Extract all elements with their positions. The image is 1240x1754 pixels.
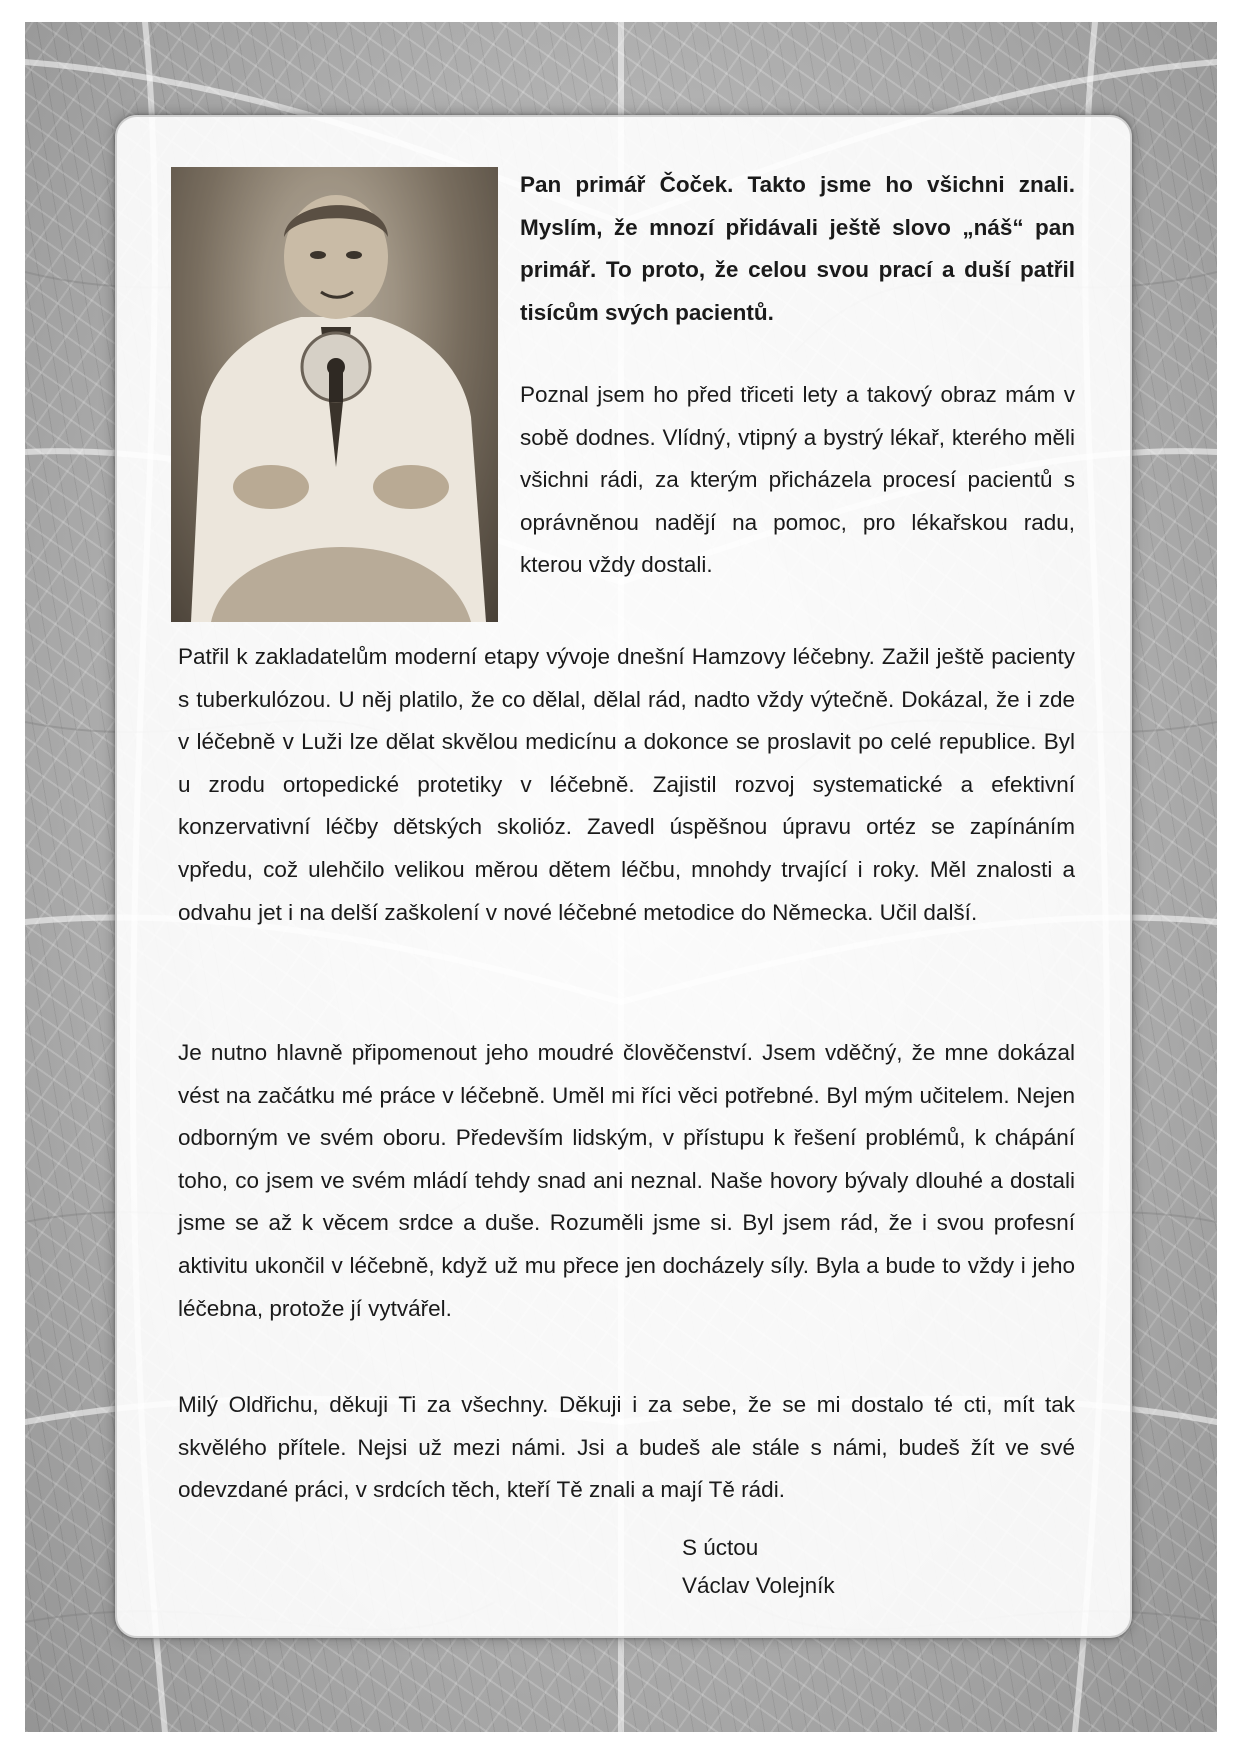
- signature-block: [682, 1529, 835, 1605]
- paragraph-3: Je nutno hlavně připomenout jeho moudré člověčenství. Jsem vděčný, že mne dokázal vést na začátku mé práce v léčebně. Uměl mi říci věci potřebné. Byl mým učitelem. Nejen odborným ve svém oboru. Především lidským, v přístupu k řešení problémů, k chápání toho, co jsem ve svém mládí tehdy snad ani neznal. Naše hovory bývaly dlouhé a dostali jsme se až k věcem srdce a duše. Rozuměli jsme si. Byl jsem rád, že i svou profesní aktivitu ukončil v léčebně, když už mu přece jen docházely síly. Byla a bude to vždy i jeho léčebna, protože jí vytvářel.: [178, 1040, 1075, 1321]
- paragraph-2: Patřil k zakladatelům moderní etapy vývoje dnešní Hamzovy léčebny. Zažil ještě pacienty s tuberkulózou. U něj platilo, že co dělal, dělal rád, nadto vždy výtečně. Dokázal, že i zde v léčebně v Luži lze dělat skvělou medicínu a dokonce se proslavit po celé republice. Byl u zrodu ortopedické protetiky v léčebně. Zajistil rozvoj systematické a efektivní konzervativní léčby dětských skolióz. Zavedl úspěšnou úpravu ortéz se zapínáním vpředu, což ulehčilo velikou měrou dětem léčbu, mnohdy trvající i roky. Měl znalosti a odvahu jet i na delší zaškolení v nové léčebné metodice do Německa. Učil další.: [178, 644, 1075, 925]
- signature-name: Václav Volejník: [682, 1573, 835, 1598]
- paragraph-1: Poznal jsem ho před třiceti lety a takový obraz mám v sobě dodnes. Vlídný, vtipný a bystrý lékař, kterého měli všichni rádi, za kterým přicházela procesí pacientů s oprávněnou nadějí na pomoc, pro lékařskou radu, kterou vždy dostali.: [520, 382, 1075, 578]
- intro-paragraph: Pan primář Čoček. Takto jsme ho všichni znali. Myslím, že mnozí přidávali ještě slovo „náš“ pan primář. To proto, že celou svou prací a duší patřil tisícům svých pacientů.: [520, 172, 1075, 325]
- signature-greeting: S úctou: [682, 1535, 759, 1560]
- doctor-portrait-photo: [171, 167, 498, 622]
- paragraph-4: Milý Oldřichu, děkuji Ti za všechny. Děkuji i za sebe, že se mi dostalo té cti, mít tak skvělého přítele. Nejsi už mezi námi. Jsi a budeš ale stále s námi, budeš žít ve své odevzdané práci, v srdcích těch, kteří Tě znali a mají Tě rádi.: [178, 1392, 1075, 1503]
